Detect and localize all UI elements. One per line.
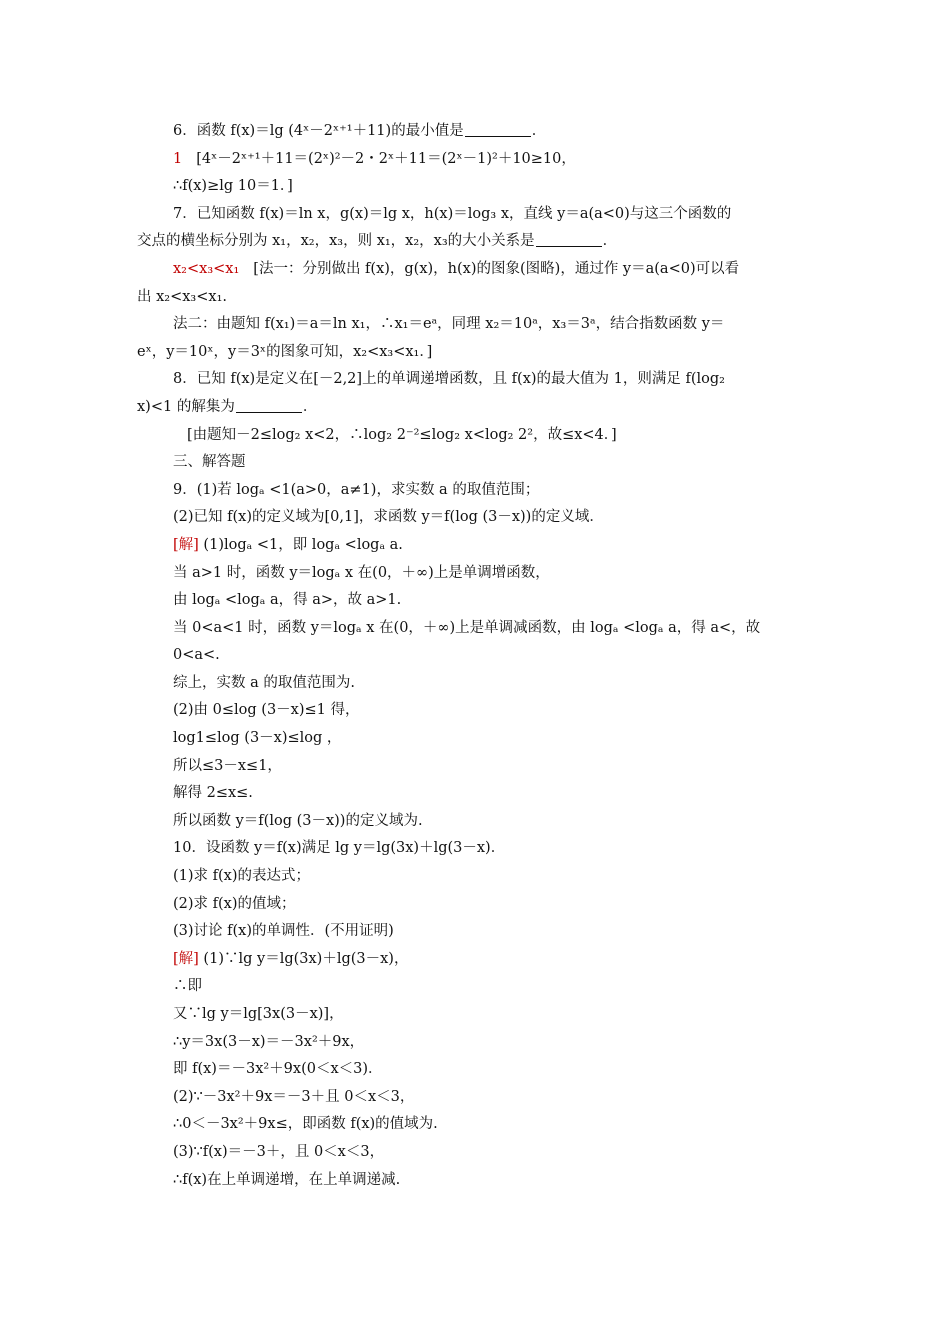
text-line-a9i: [137, 753, 817, 781]
text-line-a10a: [137, 946, 817, 974]
body-text: 9．(1)若 logₐ <1(a>0，a≠1)，求实数 a 的取值范围；: [173, 481, 540, 498]
text-line-a7a: [137, 256, 817, 284]
text-line-a10b: [137, 973, 817, 1001]
body-text: ∴f(x)≥lg 10＝1．]: [173, 178, 293, 195]
text-line-a6: [137, 146, 817, 174]
body-text: 法二：由题知 f(x₁)＝a＝ln x₁，∴x₁＝eᵃ，同理 x₂＝10ᵃ，x₃＝3ᵃ，结合指数函数 y＝: [173, 316, 725, 333]
text-line-a10g: [137, 1111, 817, 1139]
body-text: 又∵lg y＝lg[3x(3－x)]，: [173, 1006, 344, 1022]
text-line-a7c: [137, 311, 817, 339]
answer-text: [解]: [173, 950, 199, 967]
body-text: ∴y＝3x(3－x)＝－3x²＋9x，: [173, 1033, 365, 1050]
body-text: 6．函数 f(x)＝lg (4ˣ－2ˣ⁺¹＋11)的最小值是: [173, 123, 464, 139]
text-line-s3: [137, 449, 817, 477]
text-line-a7b: [137, 284, 817, 312]
document-page: [137, 118, 817, 1194]
body-text: 8．已知 f(x)是定义在[－2,2]上的单调递增函数，且 f(x)的最大值为 1，则满足 f(log₂: [173, 371, 725, 388]
text-line-q10a: [137, 863, 817, 891]
text-line-a9h: [137, 725, 817, 753]
text-line-a10e: [137, 1056, 817, 1084]
answer-text: [解]: [173, 536, 199, 553]
body-text: 三、解答题: [173, 454, 246, 471]
body-text: 解得 2≤x≤.: [173, 785, 253, 802]
body-text: eˣ，y＝10ˣ，y＝3ˣ的图象可知，x₂<x₃<x₁．]: [137, 343, 433, 360]
body-text: ∴f(x)在上单调递增，在上单调递减.: [173, 1171, 401, 1188]
text-line-q8b: [137, 394, 817, 422]
body-text: ．: [531, 123, 547, 139]
body-text: 当 0<a<1 时，函数 y＝logₐ x 在(0，＋∞)上是单调减函数，由 logₐ <logₐ a，得 a<，故: [173, 619, 761, 636]
body-text: 7．已知函数 f(x)＝ln x，g(x)＝lg x，h(x)＝log₃ x，直线 y＝a(a<0)与这三个函数的: [173, 205, 732, 222]
body-text: (3)讨论 f(x)的单调性．(不用证明): [173, 923, 394, 940]
body-text: 综上，实数 a 的取值范围为.: [173, 674, 355, 691]
body-text: 出 x₂<x₃<x₁.: [137, 288, 227, 305]
body-text: 由 logₐ <logₐ a，得 a>，故 a>1.: [173, 592, 402, 609]
body-text: 所以函数 y＝f(log (3－x))的定义域为.: [173, 812, 423, 829]
text-line-a10d: [137, 1029, 817, 1057]
text-line-a9j: [137, 780, 817, 808]
answer-text: x₂<x₃<x₁: [173, 260, 240, 277]
answer-blank: [236, 398, 302, 413]
body-text: (1)求 f(x)的表达式；: [173, 868, 311, 885]
text-line-a9c: [137, 587, 817, 615]
text-line-a7d: [137, 339, 817, 367]
body-text: [由题知－2≤log₂ x<2，∴log₂ 2⁻²≤log₂ x<log₂ 2²，故≤x<4．]: [187, 426, 617, 443]
body-text: (2)由 0≤log (3－x)≤1 得，: [173, 702, 360, 719]
body-text: log1≤log (3－x)≤log ，: [173, 730, 342, 747]
body-text: (2)已知 f(x)的定义域为[0,1]，求函数 y＝f(log (3－x))的定义域．: [173, 509, 604, 526]
body-text: 0<a<.: [173, 647, 220, 664]
text-line-q10c: [137, 918, 817, 946]
body-text: 交点的横坐标分别为 x₁，x₂，x₃，则 x₁，x₂，x₃的大小关系是: [137, 233, 535, 250]
text-line-a9b: [137, 560, 817, 588]
text-line-a9d: [137, 615, 817, 643]
text-line-a9e: [137, 642, 817, 670]
text-line-a10h: [137, 1139, 817, 1167]
body-text: x)<1 的解集为: [137, 398, 235, 415]
text-line-q8a: [137, 366, 817, 394]
text-line-q9a: [137, 477, 817, 505]
text-line-q10: [137, 835, 817, 863]
text-line-a6b: [137, 173, 817, 201]
text-line-a9k: [137, 808, 817, 836]
body-text: [4ˣ－2ˣ⁺¹＋11＝(2ˣ)²－2・2ˣ＋11＝(2ˣ－1)²＋10≥10，: [196, 150, 576, 167]
text-line-a9g: [137, 697, 817, 725]
body-text: (3)∵f(x)＝－3＋，且 0＜x＜3，: [173, 1143, 385, 1160]
text-line-q9b: [137, 504, 817, 532]
answer-blank: [465, 122, 531, 137]
text-line-a10i: [137, 1167, 817, 1195]
body-text: [法一：分别做出 f(x)，g(x)，h(x)的图象(图略)，通过作 y＝a(a<0)可以看: [253, 260, 740, 277]
text-line-a10f: [137, 1084, 817, 1112]
text-line-q7a: [137, 201, 817, 229]
text-line-a9f: [137, 670, 817, 698]
body-text: 10．设函数 y＝f(x)满足 lg y＝lg(3x)＋lg(3－x)．: [173, 840, 506, 857]
body-text: (1)∵lg y＝lg(3x)＋lg(3－x)，: [198, 950, 409, 967]
body-text: 当 a>1 时，函数 y＝logₐ x 在(0，＋∞)上是单调增函数，: [173, 564, 550, 581]
body-text: 即 f(x)＝－3x²＋9x(0＜x＜3)．: [173, 1061, 383, 1078]
text-line-a8: [137, 422, 817, 450]
body-text: ．: [602, 233, 618, 250]
text-line-q6: [137, 118, 817, 146]
text-line-q7b: [137, 228, 817, 256]
answer-text: 1: [173, 150, 183, 167]
body-text: (2)求 f(x)的值域；: [173, 895, 296, 912]
body-text: 所以≤3－x≤1，: [173, 757, 282, 774]
body-text: ∴即: [173, 978, 202, 995]
text-line-q10b: [137, 891, 817, 919]
text-line-a10c: [137, 1001, 817, 1029]
answer-blank: [536, 232, 602, 247]
body-text: ．: [302, 398, 318, 415]
text-line-a9a: [137, 532, 817, 560]
body-text: (2)∵－3x²＋9x＝－3＋且 0＜x＜3，: [173, 1088, 415, 1105]
body-text: ∴0＜－3x²＋9x≤，即函数 f(x)的值域为.: [173, 1116, 438, 1133]
body-text: (1)logₐ <1，即 logₐ <logₐ a.: [198, 536, 403, 553]
